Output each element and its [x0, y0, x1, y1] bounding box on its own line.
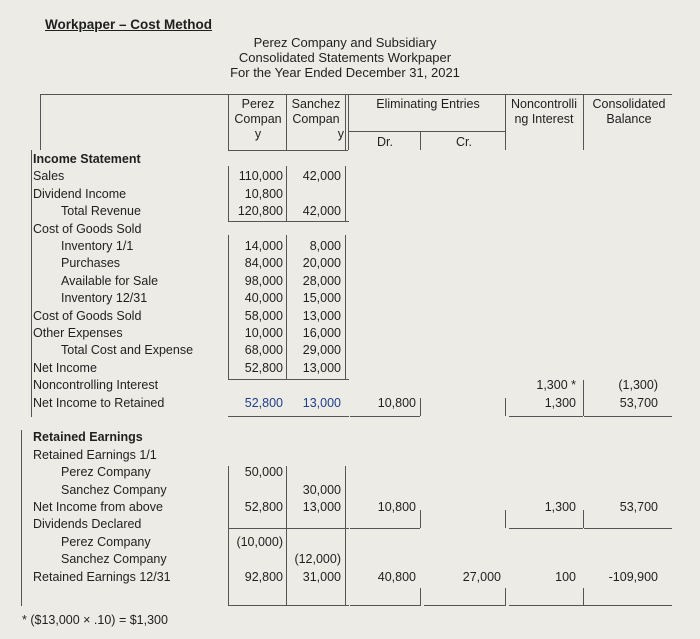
cell-rule — [509, 416, 583, 417]
column-header-noncontrolling-interest: Noncontrolli — [510, 97, 577, 111]
row-label: Dividends Declared — [33, 517, 142, 532]
column-header-perez: Compan — [234, 112, 282, 126]
cell-rule — [228, 528, 349, 529]
cell-sanchez: 15,000 — [302, 291, 341, 306]
cell-divider — [345, 466, 346, 606]
cell-perez: 14,000 — [244, 239, 283, 253]
cell-sanchez: 13,000 — [302, 308, 341, 323]
cell-nci: 1,300 — [544, 395, 576, 410]
column-divider — [420, 131, 421, 150]
cell-sanchez: 20,000 — [302, 256, 341, 271]
column-divider — [345, 166, 346, 222]
row-label: Total Cost and Expense — [61, 343, 194, 358]
cell-sanchez: 31,000 — [302, 569, 341, 584]
cell-divider — [420, 398, 421, 416]
cell-nci: 100 — [555, 569, 576, 584]
cell-divider — [228, 466, 229, 606]
cell-perez: 10,800 — [244, 186, 283, 201]
row-label: Net Income to Retained — [33, 395, 165, 410]
cell-divider — [583, 380, 584, 416]
column-header-sanchez: Compan — [292, 112, 340, 126]
row-label: Sanchez Company — [61, 552, 167, 567]
cell-divider — [583, 588, 584, 606]
column-header-perez: Perez — [241, 97, 275, 111]
cell-dr: 10,800 — [377, 500, 416, 514]
header-rule — [348, 131, 505, 132]
column-header-dr: Dr. — [377, 135, 393, 149]
column-divider — [228, 94, 229, 150]
cell-rule — [350, 416, 420, 417]
cell-perez: 98,000 — [244, 273, 283, 288]
cell-divider — [505, 510, 506, 528]
column-divider — [345, 94, 346, 150]
cell-rule — [350, 605, 420, 606]
row-label: Retained Earnings 1/1 — [33, 447, 157, 462]
cell-perez: (10,000) — [236, 534, 283, 549]
column-divider — [505, 94, 506, 150]
row-label: Net Income from above — [33, 500, 163, 514]
cell-dr: 10,800 — [377, 395, 416, 410]
cell-sanchez: 13,000 — [302, 360, 341, 375]
statement-title: Consolidated Statements Workpaper — [238, 50, 452, 65]
cell-perez: 120,800 — [237, 204, 283, 219]
cell-rule — [509, 605, 583, 606]
cell-rule — [350, 528, 420, 529]
cell-sanchez: 16,000 — [302, 326, 341, 340]
row-label: Noncontrolling Interest — [33, 378, 159, 393]
header-divider — [40, 94, 41, 150]
cell-perez: 40,000 — [244, 291, 283, 306]
cell-rule — [509, 528, 583, 529]
cell-consolidated: (1,300) — [618, 378, 658, 393]
cell-perez: 58,000 — [244, 308, 283, 323]
row-label: Cost of Goods Sold — [33, 308, 142, 323]
column-header-cr: Cr. — [456, 135, 472, 149]
column-header-perez: y — [254, 127, 262, 141]
cell-perez: 52,800 — [244, 395, 283, 410]
cell-sanchez: 13,000 — [302, 500, 341, 514]
cell-sanchez: 29,000 — [302, 343, 341, 358]
cell-rule — [424, 605, 505, 606]
cell-perez: 110,000 — [238, 169, 283, 184]
column-divider — [348, 94, 349, 150]
row-label: Sales — [33, 169, 65, 184]
cell-nci: 1,300 — [544, 500, 576, 514]
cell-perez: 92,800 — [244, 569, 283, 584]
cell-perez: 84,000 — [244, 256, 283, 271]
cell-rule — [584, 528, 672, 529]
cell-sanchez: 8,000 — [309, 239, 341, 253]
header-rule — [40, 94, 672, 95]
row-label: Cost of Goods Sold — [33, 221, 142, 236]
cell-cr: 27,000 — [462, 569, 501, 584]
cell-dr: 40,800 — [377, 569, 416, 584]
cell-rule — [228, 605, 349, 606]
cell-sanchez: 30,000 — [302, 482, 341, 497]
cell-consolidated: -109,900 — [608, 569, 658, 584]
cell-perez: 52,800 — [244, 500, 283, 514]
row-label: Retained Earnings — [33, 430, 143, 445]
left-border — [31, 150, 32, 417]
cell-perez: 50,000 — [244, 465, 283, 480]
column-divider — [583, 94, 584, 150]
left-border — [21, 430, 22, 606]
cell-sanchez: (12,000) — [294, 552, 341, 567]
column-divider — [286, 166, 287, 222]
column-header-consolidated-balance: Consolidated — [592, 97, 666, 111]
cell-consolidated: 53,700 — [619, 500, 658, 514]
cell-rule — [228, 221, 349, 222]
cell-divider — [583, 510, 584, 528]
row-label: Sanchez Company — [61, 482, 167, 497]
column-divider — [228, 166, 229, 222]
company-name: Perez Company and Subsidiary — [253, 35, 437, 50]
cell-nci: 1,300 * — [536, 378, 576, 393]
row-label: Retained Earnings 12/31 — [33, 569, 171, 584]
column-divider — [345, 235, 346, 380]
cell-sanchez: 42,000 — [302, 204, 341, 219]
cell-rule — [228, 379, 349, 380]
column-divider — [228, 235, 229, 380]
cell-rule — [228, 416, 349, 417]
column-header-sanchez: Sanchez — [291, 97, 341, 111]
column-header-noncontrolling-interest: ng Interest — [514, 112, 574, 126]
statement-period: For the Year Ended December 31, 2021 — [230, 65, 460, 80]
cell-perez: 52,800 — [244, 360, 283, 375]
cell-sanchez: 28,000 — [302, 273, 341, 288]
cell-divider — [420, 588, 421, 606]
row-label: Perez Company — [61, 534, 151, 549]
cell-rule — [584, 416, 672, 417]
row-label: Other Expenses — [33, 326, 123, 340]
cell-divider — [286, 466, 287, 606]
column-header-eliminating-entries: Eliminating Entries — [376, 97, 480, 111]
row-label: Income Statement — [33, 152, 141, 166]
column-header-sanchez: y — [337, 127, 344, 141]
header-rule — [228, 150, 348, 151]
column-header-consolidated-balance: Balance — [606, 112, 652, 126]
cell-sanchez: 13,000 — [302, 395, 341, 410]
row-label: Perez Company — [61, 465, 151, 480]
row-label: Available for Sale — [61, 273, 159, 288]
cell-divider — [505, 398, 506, 416]
row-label: Dividend Income — [33, 186, 127, 201]
row-label: Inventory 1/1 — [61, 239, 134, 253]
cell-divider — [505, 588, 506, 606]
cell-divider — [420, 510, 421, 528]
column-divider — [286, 94, 287, 150]
row-label: Purchases — [61, 256, 121, 271]
cell-consolidated: 53,700 — [619, 395, 658, 410]
cell-rule — [584, 605, 672, 606]
row-label: Net Income — [33, 360, 97, 375]
column-divider — [286, 235, 287, 380]
cell-perez: 10,000 — [244, 326, 283, 340]
row-label: Inventory 12/31 — [61, 291, 148, 306]
footnote: * ($13,000 × .10) = $1,300 — [22, 613, 168, 627]
cell-perez: 68,000 — [244, 343, 283, 358]
row-label: Total Revenue — [61, 204, 141, 219]
page-title: Workpaper – Cost Method — [45, 17, 213, 32]
cell-sanchez: 42,000 — [302, 169, 341, 184]
